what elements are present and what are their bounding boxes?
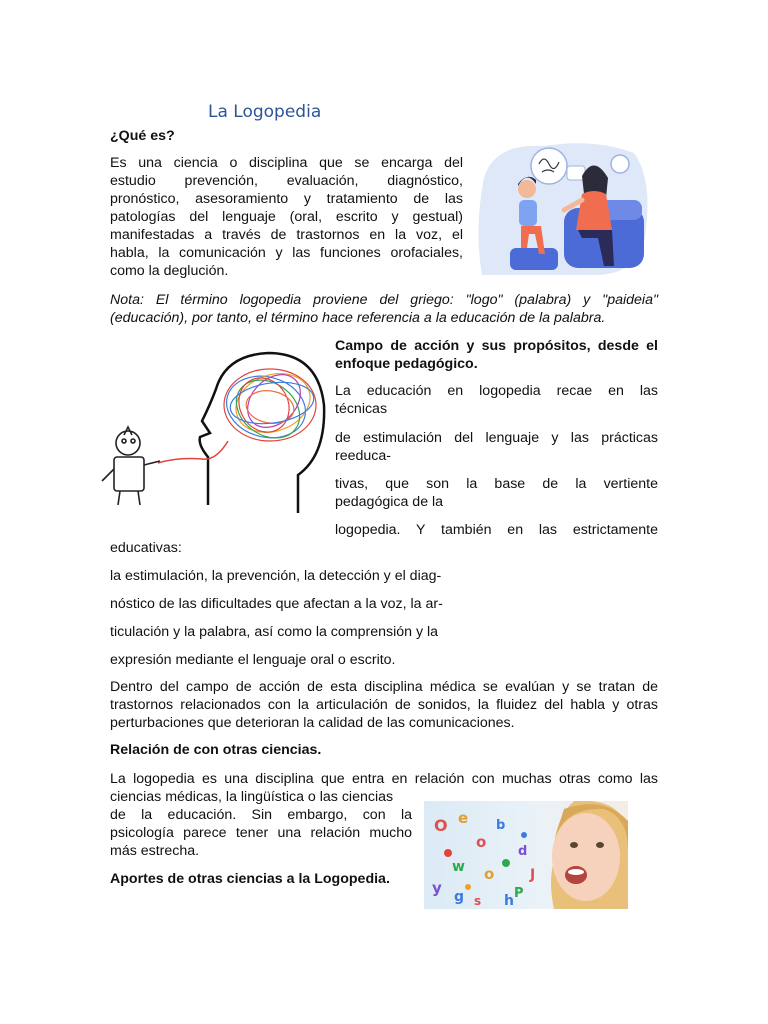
text-line: Nota: El término logopedia proviene del griego: "logo" (palabra) y "paideia" xyxy=(110,292,658,308)
text-line: expresión mediante el lenguaje oral o escrito. xyxy=(110,652,396,668)
page-title: La Logopedia xyxy=(208,102,322,122)
text-line: La logopedia es una disciplina que entra en relación con muchas otras como las xyxy=(110,771,658,787)
text-line: nóstico de las dificultades que afectan a la voz, la ar- xyxy=(110,596,443,612)
text-line: reeduca- xyxy=(335,448,391,464)
heading-line: Campo de acción y sus propósitos, desde el xyxy=(335,338,658,354)
text-line: patologías del lenguaje (oral, escrito y gestual) xyxy=(110,209,463,225)
letter: b xyxy=(496,818,506,833)
text-line: técnicas xyxy=(335,401,388,417)
letter: e xyxy=(458,809,469,827)
campo-block-3 xyxy=(335,475,658,511)
campo-block-4 xyxy=(335,521,658,539)
section-heading-que-es: ¿Qué es? xyxy=(110,128,175,144)
text-line: tivas, que son la base de la vertiente xyxy=(335,476,658,492)
text-line: de estimulación del lenguaje y las prácticas xyxy=(335,430,658,446)
text-line: ciencias médicas, la lingüística o las ciencias xyxy=(110,789,394,805)
text-line: educativas: xyxy=(110,540,182,556)
aportes-heading: Aportes de otras ciencias a la Logopedia. xyxy=(110,871,390,887)
text-line: Es una ciencia o disciplina que se encarga del xyxy=(110,155,463,171)
campo-heading xyxy=(335,337,658,373)
text-line: como la deglución. xyxy=(110,263,229,279)
intro-paragraph xyxy=(110,154,463,280)
relacion-paragraph-cont xyxy=(110,788,412,860)
heading-line: enfoque pedagógico. xyxy=(335,356,478,372)
text-line: la estimulación, la prevención, la detección y el diag- xyxy=(110,568,442,584)
letter: O xyxy=(434,816,448,835)
letter: d xyxy=(518,844,528,859)
letter: y xyxy=(432,879,442,897)
text-line: logopedia. Y también en las estrictamente xyxy=(335,522,658,538)
child-letters-photo xyxy=(424,801,628,909)
letter: w xyxy=(452,859,465,875)
text-line: de la educación. Sin embargo, con la xyxy=(110,807,412,823)
relacion-paragraph xyxy=(110,770,658,788)
text-line: psicología parece tener una relación mucho xyxy=(110,825,412,841)
letter: g xyxy=(454,889,465,905)
brain-scribble-illustration xyxy=(98,345,326,513)
text-line: La educación en logopedia recae en las xyxy=(335,383,658,399)
text-line: perturbaciones que deterioran la calidad de las comunicaciones. xyxy=(110,715,515,731)
text-line: (educación), por tanto, el término hace referencia a la educación de la palabra. xyxy=(110,310,606,326)
text-line: estudio prevención, evaluación, diagnóstico, xyxy=(110,173,463,189)
text-line: pronóstico, asesoramiento y tratamiento de las xyxy=(110,191,463,207)
therapy-illustration xyxy=(474,138,652,275)
letter: J xyxy=(530,867,536,883)
dentro-paragraph xyxy=(110,678,658,732)
relacion-heading: Relación de con otras ciencias. xyxy=(110,742,322,758)
text-line: más estrecha. xyxy=(110,843,200,859)
letter: o xyxy=(484,865,495,883)
letter: h xyxy=(504,893,514,909)
text-line: ticulación y la palabra, así como la comprensión y la xyxy=(110,624,439,640)
letter: s xyxy=(474,894,482,908)
text-line: pedagógica de la xyxy=(335,494,444,510)
campo-block-2 xyxy=(335,429,658,465)
text-line: trastornos relacionados con la articulación de sonidos, la fluidez del habla y otras xyxy=(110,697,658,713)
note-paragraph xyxy=(110,291,658,327)
text-line: habla, la comunicación y las funciones orofaciales, xyxy=(110,245,463,261)
letter: P xyxy=(514,886,524,901)
text-line: manifestadas a través de trastornos en la voz, el xyxy=(110,227,463,243)
campo-block-1 xyxy=(335,382,658,418)
text-line: Dentro del campo de acción de esta disciplina médica se evalúan y se tratan de xyxy=(110,679,658,695)
letter: o xyxy=(476,833,487,851)
